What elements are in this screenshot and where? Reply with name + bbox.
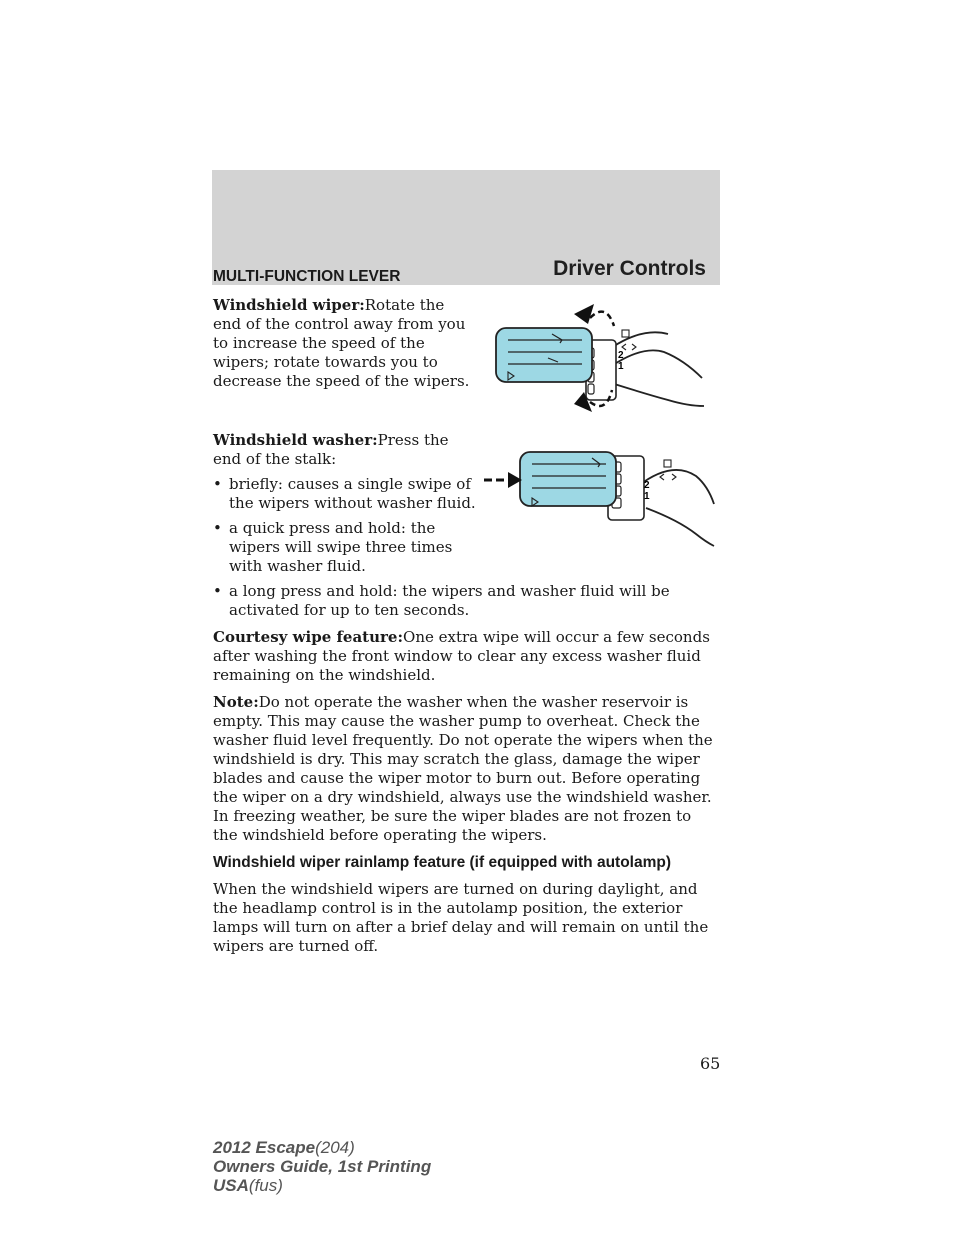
list-item: • a quick press and hold: the wipers will swipe three times with washer fluid. — [213, 519, 453, 575]
courtesy-paragraph — [213, 628, 720, 685]
footer-market: USA — [213, 1176, 249, 1195]
speed-label-2: 2 — [618, 350, 624, 361]
rotate-away-arrow-icon — [590, 312, 614, 326]
stalk-tip — [520, 452, 616, 506]
washer-press-illustration — [482, 446, 722, 548]
washer-paragraph — [213, 431, 471, 469]
wiper-paragraph — [213, 296, 471, 391]
headlamp-icon — [622, 330, 629, 337]
footer-model: 2012 Escape — [213, 1138, 316, 1157]
headlamp-icon — [664, 460, 671, 467]
page-number: 65 — [700, 1054, 721, 1073]
speed-label-1: 1 — [644, 491, 650, 502]
print-footer — [213, 1138, 431, 1195]
rainlamp-heading: Windshield wiper rainlamp feature (if equipped with autolamp) — [213, 854, 672, 871]
wiper-text: Rotate the end of the control away from you to increase the speed of the wipers; rotate towards you to decrease the speed of the wipers. — [213, 296, 470, 390]
note-text: Do not operate the washer when the washer reservoir is empty. This may cause the washer pump to overheat. Check the washer fluid level frequently. Do not operate the wipers when the windshield is dry. This may scratch the glass, damage the wiper blades and cause the wiper motor to burn out. Before operating the wiper on a dry windshield, always use the windshield washer. In freezing weather, be sure the wiper blades are not frozen to the windshield before operating the wipers. — [213, 693, 713, 844]
rainlamp-paragraph: When the windshield wipers are turned on during daylight, and the headlamp control is in the autolamp position, the exterior lamps will turn on after a brief delay and will remain on until the wipers are turned off. — [213, 880, 709, 955]
washer-text: Press the end of the stalk: — [213, 431, 449, 468]
list-item: • a long press and hold: the wipers and washer fluid will be activated for up to ten seconds. — [213, 582, 670, 619]
wiper-rotate-illustration — [488, 296, 710, 412]
courtesy-term: Courtesy wipe feature: — [213, 628, 404, 646]
wiper-term: Windshield wiper: — [213, 296, 365, 314]
turn-signal-icon — [660, 474, 676, 480]
courtesy-text: One extra wipe will occur a few seconds after washing the front window to clear any excess washer fluid remaining on the windshield. — [213, 628, 710, 684]
footer-guide: Owners Guide, 1st Printing — [213, 1157, 432, 1176]
note-term: Note: — [213, 693, 259, 711]
speed-label-2: 2 — [644, 480, 650, 491]
note-paragraph — [213, 693, 720, 845]
speed-label-1: 1 — [618, 361, 624, 372]
section-title: Driver Controls — [553, 257, 706, 280]
footer-model-code: (204) — [315, 1138, 355, 1157]
page-heading: MULTI-FUNCTION LEVER — [213, 268, 401, 285]
washer-term: Windshield washer: — [213, 431, 378, 449]
turn-signal-icon — [622, 344, 636, 350]
footer-market-code: (fus) — [248, 1176, 283, 1195]
list-item: • briefly: causes a single swipe of the wipers without washer fluid. — [213, 475, 476, 512]
